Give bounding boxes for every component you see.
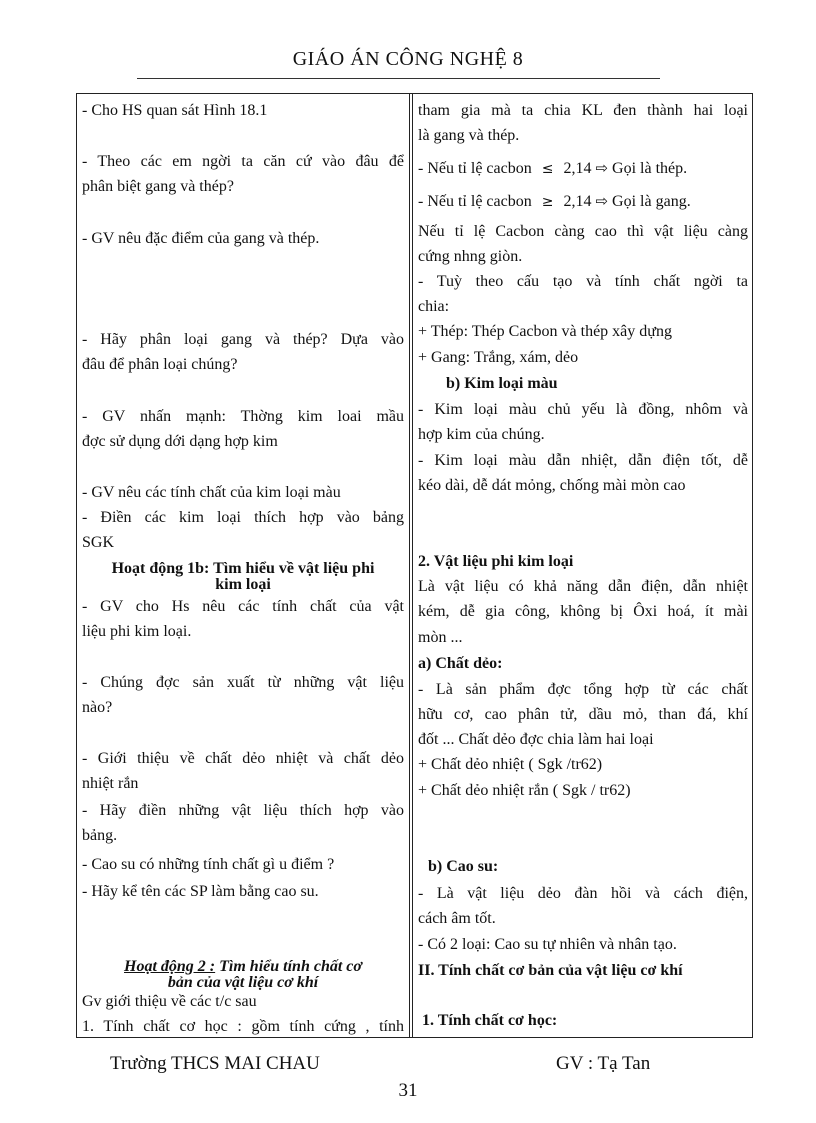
text-line: - Chúng đợc sản xuất từ những vật liệu: [82, 674, 404, 691]
text-line: cách âm tốt.: [418, 910, 496, 927]
text-line: - Có 2 loại: Cao su tự nhiên và nhân tạo.: [418, 936, 677, 953]
rule-result: Gọi là gang.: [612, 193, 691, 210]
activity-2-label: Hoạt động 2 :: [124, 958, 216, 975]
text-line: kéo dài, dễ dát mỏng, chống mài mòn cao: [418, 477, 686, 494]
section-heading-properties: II. Tính chất cơ bản của vật liệu cơ khí: [418, 962, 683, 979]
text-line: - GV cho Hs nêu các tính chất của vật: [82, 598, 404, 615]
text-line: hợp kim của chúng.: [418, 426, 545, 443]
text-line: - Kim loại màu dẫn nhiệt, dẫn điện tốt, dễ: [418, 452, 748, 469]
content-column: [418, 94, 748, 1037]
column-divider: [409, 94, 413, 1037]
text-line: SGK: [82, 534, 115, 551]
text-line: kém, dễ gia công, không bị Ôxi hoá, ít mài: [418, 603, 748, 620]
less-equal-symbol: ≤: [541, 161, 554, 177]
text-line: + Chất dẻo nhiệt rắn ( Sgk / tr62): [418, 782, 631, 799]
text-line: + Thép: Thép Cacbon và thép xây dựng: [418, 323, 672, 340]
text-line: phân biệt gang và thép?: [82, 178, 234, 195]
rule-value: 2,14: [563, 193, 592, 210]
text-line: Nếu tỉ lệ Cacbon càng cao thì vật liệu càng: [418, 223, 748, 240]
text-line: + Chất dẻo nhiệt ( Sgk /tr62): [418, 756, 603, 773]
page-header: GIÁO ÁN CÔNG NGHỆ 8: [292, 48, 524, 70]
text-line: cứng nhng giòn.: [418, 248, 523, 265]
text-line: bảng.: [82, 827, 118, 844]
section-heading-rubber: b) Cao su:: [428, 858, 499, 875]
section-heading-non-ferrous: b) Kim loại màu: [446, 375, 558, 392]
section-heading-non-metal: 2. Vật liệu phi kim loại: [418, 553, 574, 570]
activity-2-heading-cont: bản của vật liệu cơ khí: [167, 974, 319, 991]
text-line: đâu để phân loại chúng?: [82, 356, 238, 373]
text-line: - Điền các kim loại thích hợp vào bảng: [82, 509, 404, 526]
text-line: - Theo các em ngời ta căn cứ vào đâu để: [82, 153, 404, 170]
activity-1b-heading-cont: kim loại: [215, 576, 271, 593]
text-line: - Cao su có những tính chất gì u điểm ?: [82, 856, 335, 873]
rule-value: 2,14: [563, 160, 592, 177]
text-line: đợc sử dụng dới dạng hợp kim: [82, 433, 278, 450]
text-line: + Gang: Trắng, xám, dẻo: [418, 349, 579, 366]
section-heading-mechanical: 1. Tính chất cơ học:: [422, 1012, 558, 1029]
header-rule: [137, 78, 660, 79]
text-line: - Hãy phân loại gang và thép? Dựa vào: [82, 331, 404, 348]
text-line: đốt ... Chất dẻo đợc chia làm hai loại: [418, 731, 654, 748]
text-line: - GV nhấn mạnh: Thờng kim loai mầu: [82, 408, 404, 425]
activity-2-title: Tìm hiểu tính chất cơ: [215, 958, 362, 975]
text-line: nhiệt rắn: [82, 775, 139, 792]
teacher-activity-column: [82, 94, 404, 1037]
text-line: - Kim loại màu chủ yếu là đồng, nhôm và: [418, 401, 748, 418]
activity-1b-heading: Hoạt động 1b: Tìm hiểu về vật liệu phi: [111, 560, 375, 577]
text-line: hữu cơ, cao phân tử, dầu mỏ, than đá, khí: [418, 706, 748, 723]
text-line: - GV nêu đặc điểm của gang và thép.: [82, 230, 320, 247]
rule-result: Gọi là thép.: [612, 160, 688, 177]
carbon-rule-cast-iron: [418, 189, 748, 215]
greater-equal-symbol: ≥: [541, 194, 554, 210]
text-line: nào?: [82, 699, 113, 716]
text-line: - Cho HS quan sát Hình 18.1: [82, 102, 268, 119]
text-line: mòn ...: [418, 629, 463, 646]
text-line: - Tuỳ theo cấu tạo và tính chất ngời ta: [418, 273, 748, 290]
footer-teacher: GV : Tạ Tan: [556, 1053, 651, 1074]
text-line: Gv giới thiệu về các t/c sau: [82, 993, 257, 1010]
text-line: - Là sản phẩm đợc tổng hợp từ các chất: [418, 681, 748, 698]
section-heading-plastic: a) Chất dẻo:: [418, 655, 503, 672]
text-line: 1. Tính chất cơ học : gồm tính cứng , tính: [82, 1018, 404, 1035]
text-line: Là vật liệu có khả năng dẫn điện, dẫn nhiệt: [418, 578, 748, 595]
text-line: - Hãy kể tên các SP làm bằng cao su.: [82, 883, 319, 900]
lesson-table: [76, 93, 753, 1038]
text-line: chia:: [418, 298, 450, 315]
text-line: - GV nêu các tính chất của kim loại màu: [82, 484, 341, 501]
arrow-icon: ⇨: [595, 192, 609, 210]
rule-text: - Nếu tỉ lệ cacbon: [418, 193, 532, 210]
text-line: - Là vật liệu dẻo đàn hồi và cách điện,: [418, 885, 748, 902]
text-line: là gang và thép.: [418, 127, 520, 144]
activity-2-heading: [82, 958, 404, 975]
text-line: tham gia mà ta chia KL đen thành hai loại: [418, 102, 748, 119]
text-line: liệu phi kim loại.: [82, 623, 192, 640]
page-number: 31: [398, 1080, 418, 1101]
text-line: - Hãy điền những vật liệu thích hợp vào: [82, 802, 404, 819]
carbon-rule-steel: [418, 156, 748, 182]
text-line: - Giới thiệu về chất dẻo nhiệt và chất dẻo: [82, 750, 404, 767]
rule-text: - Nếu tỉ lệ cacbon: [418, 160, 532, 177]
arrow-icon: ⇨: [595, 159, 609, 177]
footer-school: Trường THCS MAI CHAU: [110, 1053, 320, 1074]
